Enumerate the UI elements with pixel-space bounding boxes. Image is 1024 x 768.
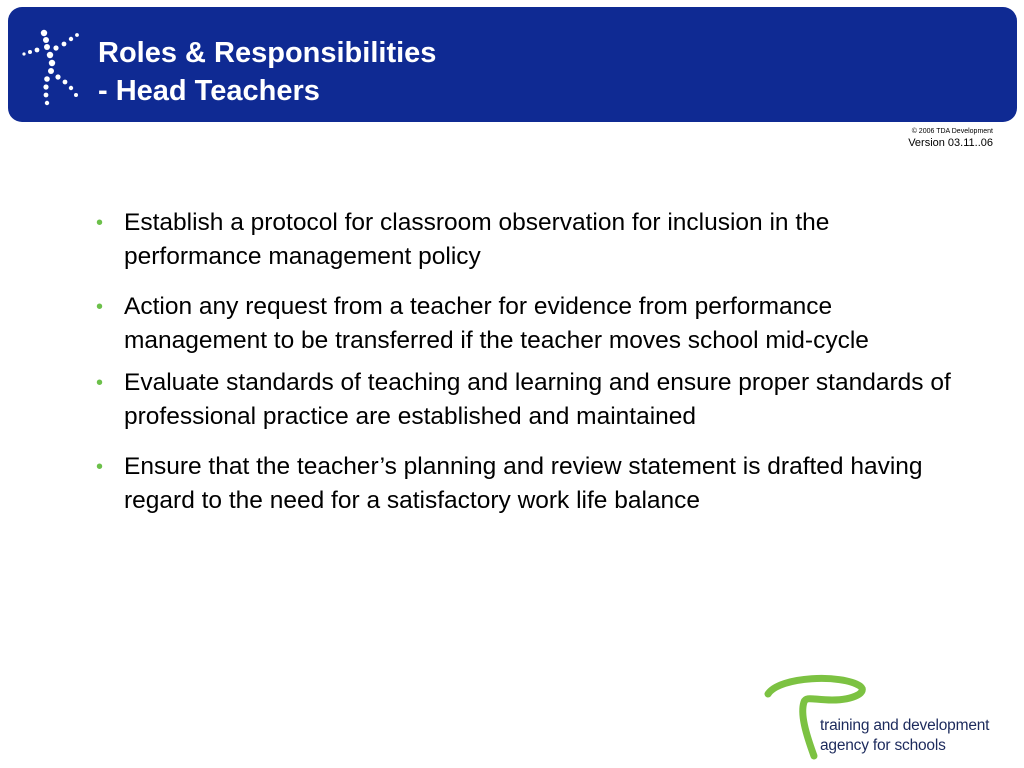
bullet-text: Action any request from a teacher for evidence from performance management to be transferred if the teacher moves school mid-cycle bbox=[124, 293, 869, 354]
agency-line-2: agency for schools bbox=[820, 737, 946, 754]
version-info bbox=[908, 127, 993, 150]
bullet-icon: • bbox=[96, 296, 104, 318]
bullet-text: Ensure that the teacher’s planning and review statement is drafted having regard to the need for a satisfactory work life balance bbox=[124, 453, 923, 514]
bullet-item bbox=[96, 450, 966, 518]
bullet-item bbox=[96, 206, 966, 274]
copyright-text: © 2006 TDA Development bbox=[911, 128, 993, 135]
title-line-1: Roles & Responsibilities bbox=[98, 37, 437, 69]
page-title bbox=[98, 34, 436, 110]
agency-name bbox=[820, 716, 989, 756]
title-line-2: - Head Teachers bbox=[98, 75, 320, 107]
bullet-icon: • bbox=[96, 372, 104, 394]
bullet-item bbox=[96, 366, 966, 434]
header-band bbox=[8, 7, 1017, 122]
bullet-text: Evaluate standards of teaching and learning and ensure proper standards of professional practice are established and maintained bbox=[124, 369, 951, 430]
bullet-item bbox=[96, 290, 966, 358]
bullet-list bbox=[96, 206, 966, 534]
dotted-figure-logo-icon bbox=[20, 29, 88, 113]
agency-line-1: training and development bbox=[820, 717, 990, 734]
bullet-icon: • bbox=[96, 456, 104, 478]
bullet-text: Establish a protocol for classroom observation for inclusion in the performance management policy bbox=[124, 209, 830, 270]
tda-logo bbox=[762, 672, 1000, 762]
version-text: Version 03.11..06 bbox=[908, 137, 993, 149]
bullet-icon: • bbox=[96, 212, 104, 234]
